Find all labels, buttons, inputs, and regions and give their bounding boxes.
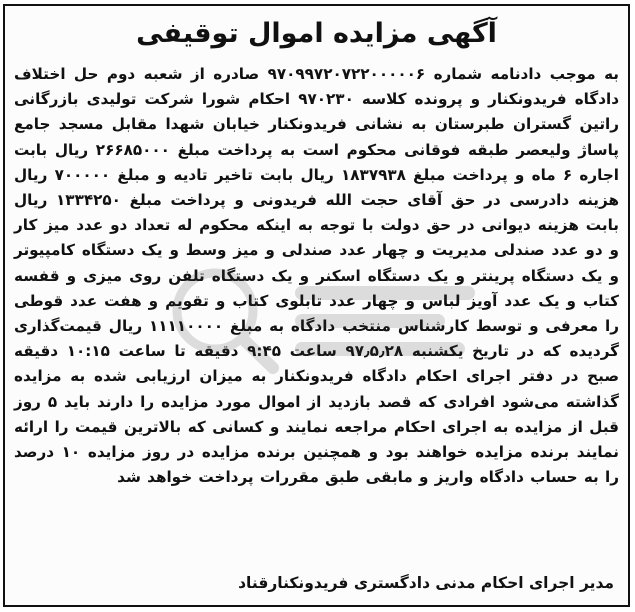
notice-body: به موجب دادنامه شماره ۹۷۰۹۹۷۲۰۷۲۲۰۰۰۰۰۶ صادره از شعبه دوم حل اختلاف دادگاه فریدونکنار و پرونده کلاسه ۹۷۰۲۳۰ احکام شورا شرکت تولیدی بازرگانی راتین گستران طبرستان به نشانی فریدونکنار خیابان شهدا مقابل مسجد جامع پاساژ ولیعصر طبقه فوقانی محکوم است به پرداخت مبلغ ۲۶۶۸۵۰۰۰ ریال بابت اجاره ۶ ماه و پرداخت مبلغ ۱۸۳۷۹۳۸ ریال بابت تاخیر تادیه و مبلغ ۷۰۰۰۰۰ ریال هزینه دادرسی در حق آقای حجت الله فریدونی و پرداخت مبلغ ۱۳۳۴۲۵۰ ریال بابت هزینه دیوانی در حق دولت با توجه به اینکه محکوم له تعداد دو عدد میز کار و دو عدد صندلی مدیریت و چهار عدد صندلی و میز وسط و یک دستگاه کامپیوتر و یک دستگاه پرینتر و یک دستگاه اسکنر و یک دستگاه تلفن روی میزی و قفسه کتاب و یک عدد آویز لباس و چهار عدد تابلوی کتاب و تقویم و هفت عدد قوطی را معرفی و توسط کارشناس منتخب دادگاه به مبلغ ۱۱۱۱۰۰۰۰ ریال قیمت‌گذاری گردیده که در تاریخ یکشنبه ۹۷٫۵٫۲۸ ساعت ۹:۴۵ دقیقه تا ساعت ۱۰:۱۵ دقیقه صبح در دفتر اجرای احکام دادگاه فریدونکنار به میزان ارزیابی شده به مزایده گذاشته می‌شود افرادی که قصد بازدید از اموال مورد مزایده را دارند باید ۵ روز قبل از مزایده به اجرای احکام مراجعه نمایند و کسانی که بالاترین قیمت را ارائه نمایند برنده مزایده خواهند بود و همچنین برنده مزایده در روز مزایده ۱۰ درصد را به حساب دادگاه واریز و مابقی طبق مقررات پرداخت خواهد شد: [14, 65, 619, 487]
notice-frame: [3, 4, 630, 607]
notice-signature: مدیر اجرای احکام مدنی دادگستری فریدونکنارقناد: [238, 574, 614, 592]
notice-title: آگهی مزایده اموال توقیفی: [136, 18, 497, 49]
